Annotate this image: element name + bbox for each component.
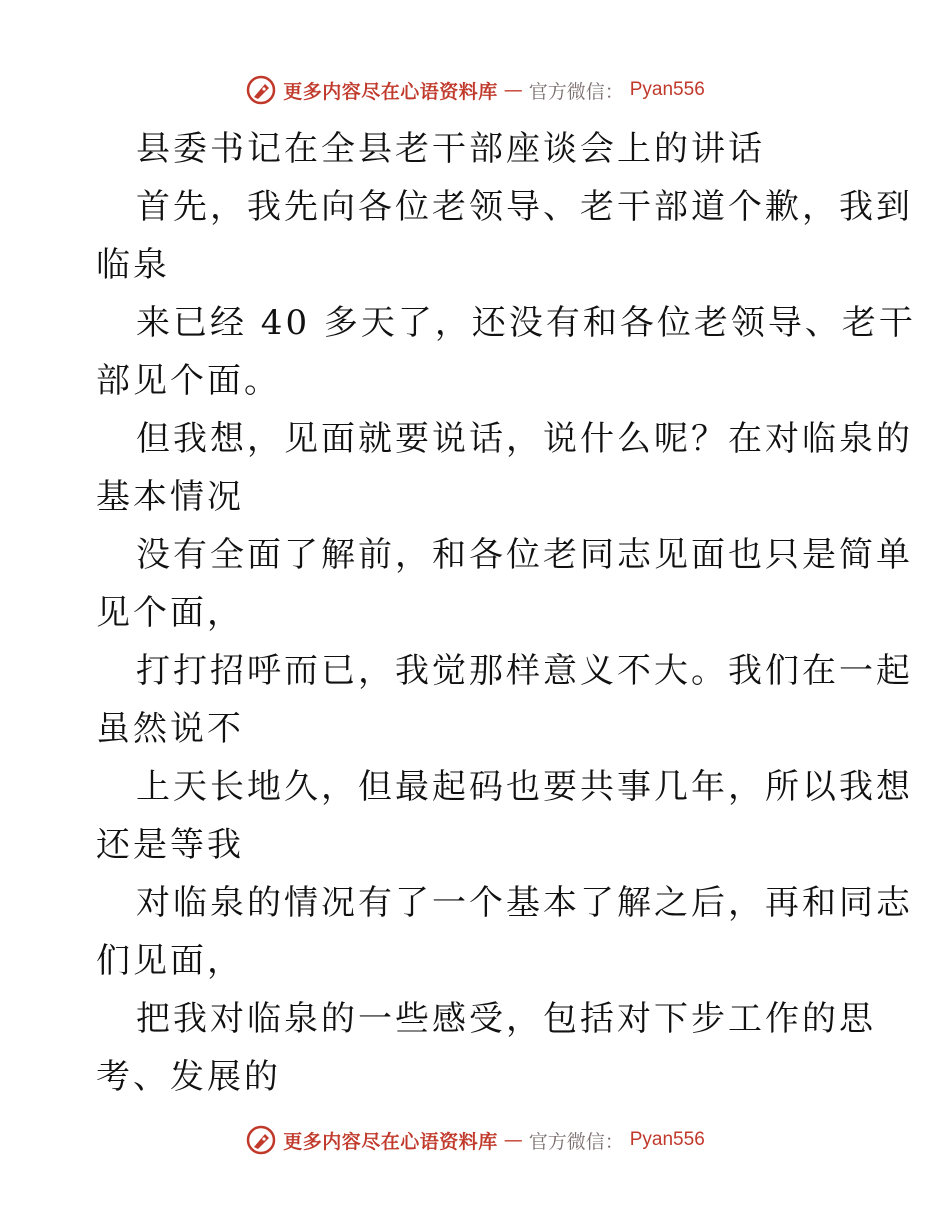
watermark-text: 更多内容尽在心语资料库: [283, 80, 498, 103]
text-line: 还是等我: [96, 825, 244, 865]
text-line: 虽然说不: [96, 709, 244, 749]
document-body: [96, 120, 916, 1106]
text-line: 没有全面了解前，和各位老同志见面也只是简单: [136, 535, 913, 575]
watermark-subtitle: 官方微信：: [528, 1130, 624, 1153]
text-line: 基本情况: [96, 477, 244, 517]
header-watermark: [0, 70, 950, 110]
pen-nib-logo-icon: [245, 74, 277, 106]
pen-nib-logo-icon: [245, 1124, 277, 1156]
text-line: 首先，我先向各位老领导、老干部道个歉，我到: [136, 187, 913, 227]
text-line: 见个面，: [96, 593, 244, 633]
document-title: 县委书记在全县老干部座谈会上的讲话: [136, 129, 765, 169]
text-line: 临泉: [96, 245, 170, 285]
text-line: 部见个面。: [96, 361, 281, 401]
watermark-text: 更多内容尽在心语资料库: [283, 1130, 498, 1153]
text-line: 但我想，见面就要说话，说什么呢？在对临泉的: [136, 419, 913, 459]
watermark-id: Pyan556: [629, 79, 705, 100]
text-line: 打打招呼而已，我觉那样意义不大。我们在一起: [136, 651, 913, 691]
text-line: 考、发展的: [96, 1057, 281, 1097]
watermark-subtitle: 官方微信：: [528, 80, 624, 103]
text-line: 来已经 40 多天了，还没有和各位老领导、老干: [136, 303, 916, 343]
watermark-dash: —: [503, 1129, 523, 1151]
text-line: 上天长地久，但最起码也要共事几年，所以我想: [136, 767, 913, 807]
text-line: 们见面，: [96, 941, 244, 981]
footer-watermark: [0, 1120, 950, 1160]
watermark-id: Pyan556: [629, 1129, 705, 1150]
watermark-dash: —: [503, 79, 523, 101]
text-line: 把我对临泉的一些感受，包括对下步工作的思: [136, 999, 876, 1039]
text-line: 对临泉的情况有了一个基本了解之后，再和同志: [136, 883, 913, 923]
